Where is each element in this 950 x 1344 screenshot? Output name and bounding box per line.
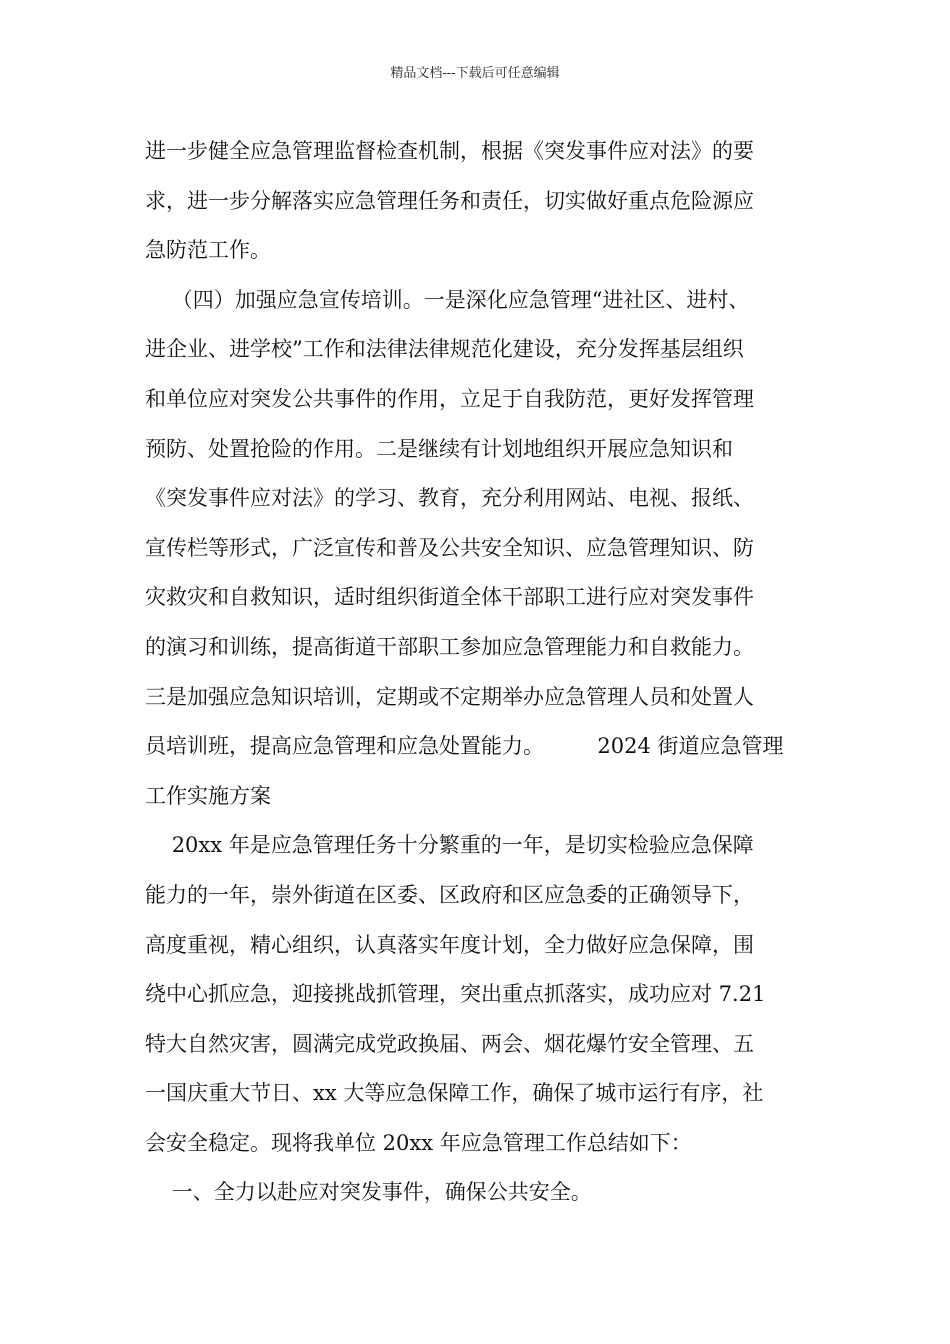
document-body: [145, 127, 809, 1218]
page-header: 精品文档---下载后可任意编辑: [390, 66, 560, 81]
text-line: 预防、处置抢险的作用。二是继续有计划地组织开展应急知识和: [145, 436, 733, 461]
text-line: 一国庆重大节日、xx 大等应急保障工作，确保了城市运行有序，社: [145, 1081, 764, 1106]
text-line: 和单位应对突发公共事件的作用，立足于自我防范，更好发挥管理: [145, 386, 754, 411]
text-line: 《突发事件应对法》的学习、教育，充分利用网站、电视、报纸、: [145, 486, 754, 511]
text-line: 工作实施方案: [145, 783, 271, 808]
text-line: 绕中心抓应急，迎接挑战抓管理，突出重点抓落实，成功应对 7.21: [145, 982, 766, 1007]
text-line: 会安全稳定。现将我单位 20xx 年应急管理工作总结如下：: [145, 1130, 692, 1155]
text-line: 的演习和训练，提高街道干部职工参加应急管理能力和自救能力。: [145, 634, 754, 659]
text-line: 特大自然灾害，圆满完成党政换届、两会、烟花爆竹安全管理、五: [145, 1031, 754, 1056]
text-line: 高度重视，精心组织，认真落实年度计划，全力做好应急保障，围: [145, 932, 754, 957]
text-line: 求，进一步分解落实应急管理任务和责任，切实做好重点危险源应: [145, 188, 754, 213]
text-line: 能力的一年，崇外街道在区委、区政府和区应急委的正确领导下，: [145, 882, 754, 907]
text-line: 急防范工作。: [145, 238, 271, 263]
text-line: 一、全力以赴应对突发事件，确保公共安全。: [145, 1180, 592, 1205]
text-line: （四）加强应急宣传培训。一是深化应急管理“进社区、进村、: [145, 287, 750, 312]
text-line: 员培训班，提高应急管理和应急处置能力。 2024 街道应急管理: [145, 734, 784, 759]
text-line: 宣传栏等形式，广泛宣传和普及公共安全知识、应急管理知识、防: [145, 535, 754, 560]
text-line: 进企业、进学校”工作和法律法律规范化建设，充分发挥基层组织: [145, 337, 744, 362]
text-line: 进一步健全应急管理监督检查机制，根据《突发事件应对法》的要: [145, 139, 754, 163]
text-line: 灾救灾和自救知识，适时组织街道全体干部职工进行应对突发事件: [145, 585, 754, 610]
text-line: 三是加强应急知识培训，定期或不定期举办应急管理人员和处置人: [145, 684, 754, 709]
text-line: 20xx 年是应急管理任务十分繁重的一年，是切实检验应急保障: [145, 833, 754, 858]
